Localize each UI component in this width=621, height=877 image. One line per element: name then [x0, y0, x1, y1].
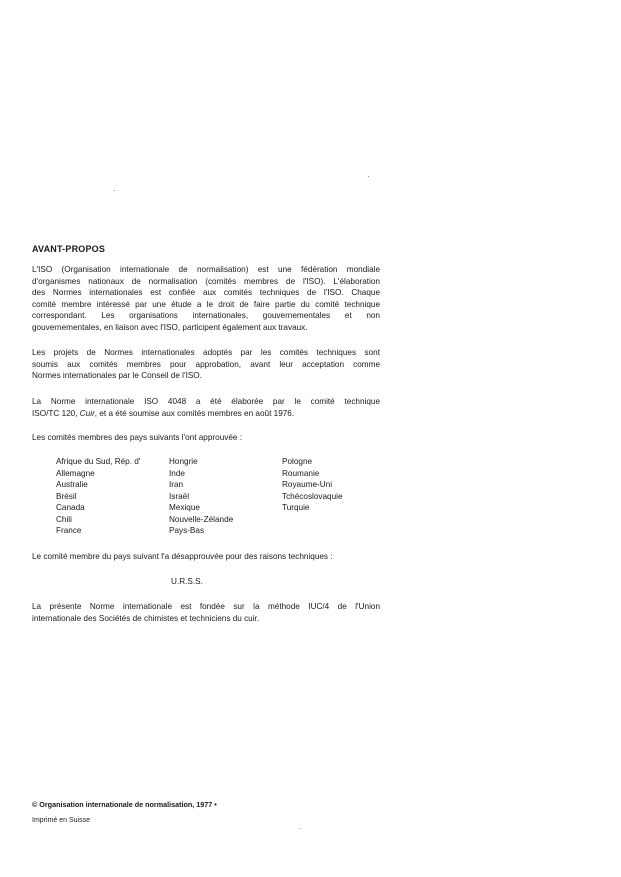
country-item: Mexique [169, 503, 200, 512]
paragraph-line: Normes internationales par le Conseil de l'ISO. [32, 371, 202, 380]
scan-speck [300, 828, 301, 829]
disapproving-country: U.R.S.S. [171, 577, 203, 586]
country-item: Chili [56, 514, 72, 524]
paragraph-line: d'organismes nationaux de normalisation (comités membres de l'ISO). L'élaboration [32, 276, 380, 286]
countries-column-1 [56, 456, 140, 537]
disapproval-intro: Le comité membre du pays suivant l'a désapprouvée pour des raisons techniques : [32, 552, 333, 561]
paragraph-line: Les projets de Normes internationales adoptés par les comités techniques sont [32, 348, 380, 357]
paragraph-iso-4048 [32, 396, 380, 419]
country-item: Brésil [56, 491, 77, 501]
country-item: Iran [169, 480, 184, 489]
committee-ref: ISO/TC 120, [32, 408, 80, 418]
foreword-heading: AVANT-PROPOS [32, 244, 106, 254]
country-item: Canada [56, 503, 85, 512]
paragraph-line: gouvernementales, en liaison avec l'ISO, participent également aux travaux. [32, 322, 308, 332]
country-item: Royaume-Uni [282, 480, 333, 489]
submission-text: , et a été soumise aux comités membres en août 1976. [94, 408, 295, 418]
committee-name: Cuir [79, 408, 95, 418]
country-item: Hongrie [169, 457, 198, 466]
printed-in-notice: Imprimé en Suisse [32, 817, 90, 824]
country-item: Nouvelle-Zélande [169, 514, 234, 524]
country-item: Roumanie [282, 468, 320, 478]
country-item: Inde [169, 468, 185, 478]
paragraph-line: comité membre intéressé par une étude a le droit de faire partie du comité technique [32, 299, 380, 309]
paragraph-method-basis [32, 601, 380, 624]
paragraph-line: La Norme internationale ISO 4048 a été élaborée par le comité technique [32, 397, 380, 406]
country-item: Turquie [282, 503, 310, 512]
countries-column-2 [169, 456, 233, 537]
copyright-notice: © Organisation internationale de normalisation, 1977 • [32, 800, 217, 809]
country-item: Israël [169, 491, 190, 501]
scan-speck [114, 190, 115, 191]
country-item: Allemagne [56, 468, 95, 478]
paragraph-line: La présente Norme internationale est fondée sur la méthode IUC/4 de l'Union [32, 602, 380, 611]
paragraph-line: internationale des Sociétés de chimistes et techniciens du cuir. [32, 613, 260, 623]
scan-speck [368, 176, 369, 177]
paragraph-line: L'ISO (Organisation internationale de normalisation) est une fédération mondiale [32, 265, 380, 274]
paragraph-line: soumis aux comités membres pour approbation, avant leur acceptation comme [32, 359, 380, 369]
approval-intro: Les comités membres des pays suivants l'ont approuvée : [32, 433, 242, 442]
country-item: France [56, 526, 82, 535]
country-item: Tchécoslovaquie [282, 491, 343, 501]
country-item: Australie [56, 480, 88, 489]
paragraph-line: des Normes internationales est confiée aux comités techniques de l'ISO. Chaque [32, 288, 380, 297]
paragraph-line: correspondant. Les organisations internationales, gouvernementales et non [32, 311, 380, 320]
country-item: Afrique du Sud, Rép. d' [56, 457, 141, 466]
countries-column-3 [282, 456, 343, 514]
country-item: Pays-Bas [169, 526, 205, 535]
paragraph-iso-description [32, 264, 380, 333]
country-item: Pologne [282, 457, 313, 466]
paragraph-draft-standards [32, 347, 380, 382]
paragraph-line [32, 408, 380, 420]
